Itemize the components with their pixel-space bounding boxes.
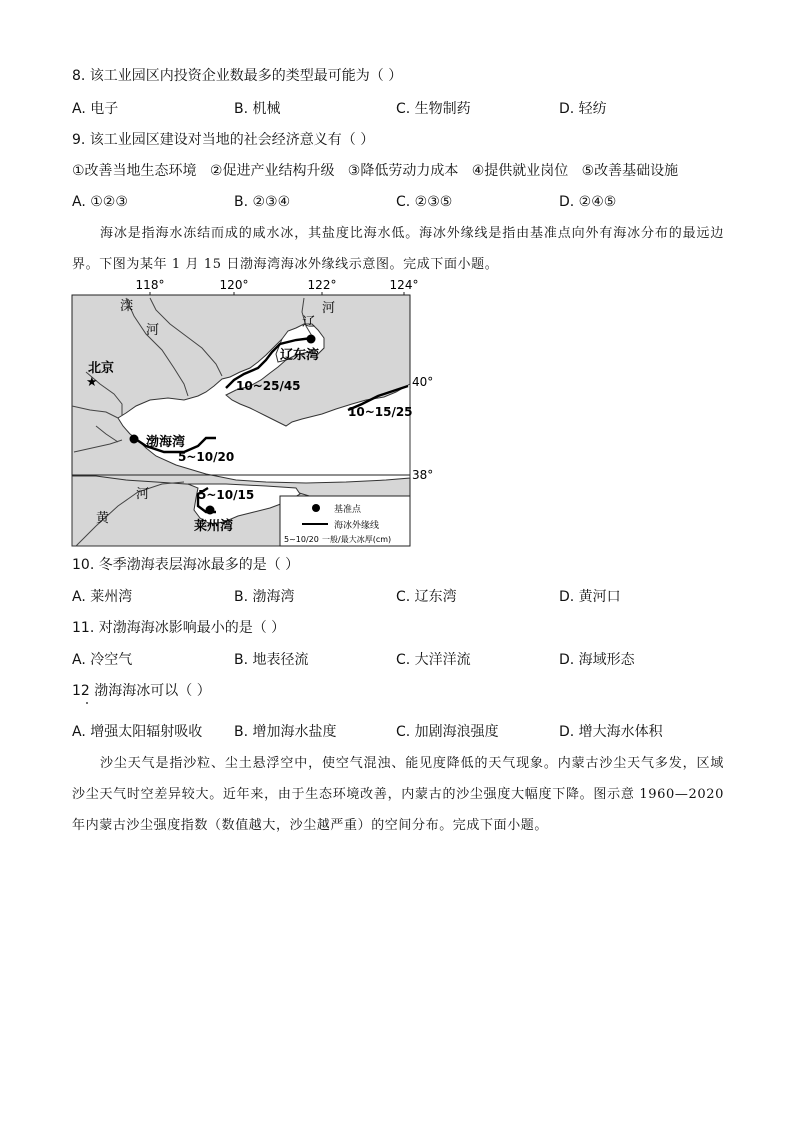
label-beijing: 北京 bbox=[88, 361, 115, 376]
q8-option-d: D. 轻纺 bbox=[559, 101, 607, 117]
legend-point-icon bbox=[312, 504, 320, 512]
q11-stem: 11. 对渤海海冰影响最小的是（ ） bbox=[72, 620, 286, 636]
q9-option-a: A. ①②③ bbox=[72, 194, 128, 210]
label-river-luan-1: 滦 bbox=[120, 299, 134, 314]
dust-weather-passage: 沙尘天气是指沙粒、尘土悬浮空中，使空气混浊、能见度降低的天气现象。内蒙古沙尘天气多发，区域沙尘天气时空差异较大。近年来，由于生态环境改善，内蒙古的沙尘强度大幅度下降。图示意 1960—2020 年内蒙古沙尘强度指数（数值越大，沙尘越严重）的空间分布。完成下面小题。 bbox=[72, 756, 724, 833]
q10-option-d: D. 黄河口 bbox=[559, 589, 621, 605]
q9-option-b: B. ②③④ bbox=[234, 194, 291, 210]
q10-option-c: C. 辽东湾 bbox=[396, 589, 457, 605]
label-river-huang-2: 河 bbox=[136, 487, 150, 502]
reference-point-bohai bbox=[130, 435, 139, 444]
reference-point-liaodong bbox=[307, 335, 316, 344]
label-river-liao-1: 辽 bbox=[302, 315, 316, 330]
q9-option-d: D. ②④⑤ bbox=[559, 194, 617, 210]
q12-option-c: C. 加剧海浪强度 bbox=[396, 724, 499, 740]
label-river-liao-2: 河 bbox=[322, 301, 336, 316]
q11-option-b: B. 地表径流 bbox=[234, 652, 309, 668]
label-liaodong-bay: 辽东湾 bbox=[280, 348, 320, 363]
lat-label-40: 40° bbox=[412, 375, 434, 389]
q8-option-c: C. 生物制药 bbox=[396, 101, 471, 117]
ice-thickness-east: 10~15/25 bbox=[348, 405, 413, 419]
ice-thickness-liaodong: 10~25/45 bbox=[236, 379, 301, 393]
q9-items: ①改善当地生态环境 ②促进产业结构升级 ③降低劳动力成本 ④提供就业岗位 ⑤改善基础设施 bbox=[72, 163, 679, 179]
q11-option-d: D. 海域形态 bbox=[559, 652, 635, 668]
legend-thickness-sample: 5~10/20 bbox=[284, 535, 319, 544]
label-laizhou-bay: 莱州湾 bbox=[194, 519, 234, 534]
q8-option-a: A. 电子 bbox=[72, 101, 119, 117]
ice-thickness-bohai: 5~10/20 bbox=[178, 450, 235, 464]
lon-label-118: 118° bbox=[135, 278, 165, 292]
lat-label-38: 38° bbox=[412, 468, 434, 482]
lon-label-120: 120° bbox=[219, 278, 249, 292]
legend-point-label: 基准点 bbox=[334, 505, 362, 515]
q12-stem: 12 渤海海冰可以（ ） bbox=[72, 683, 211, 699]
ice-thickness-laizhou: 5~10/15 bbox=[198, 488, 255, 502]
q8-option-b: B. 机械 bbox=[234, 101, 281, 117]
stray-mark bbox=[86, 702, 88, 704]
q9-option-c: C. ②③⑤ bbox=[396, 194, 453, 210]
q12-option-a: A. 增强太阳辐射吸收 bbox=[72, 724, 203, 740]
label-river-huang-1: 黄 bbox=[96, 511, 110, 526]
q10-option-b: B. 渤海湾 bbox=[234, 589, 295, 605]
q10-option-a: A. 莱州湾 bbox=[72, 589, 133, 605]
sea-ice-passage: 海冰是指海水冻结而成的咸水冰，其盐度比海水低。海冰外缘线是指由基准点向外有海冰分布的最远边界。下图为某年 1 月 15 日渤海湾海冰外缘线示意图。完成下面小题。 bbox=[72, 226, 724, 272]
q11-option-a: A. 冷空气 bbox=[72, 652, 133, 668]
q10-stem: 10. 冬季渤海表层海冰最多的是（ ） bbox=[72, 557, 300, 573]
q11-option-c: C. 大洋洋流 bbox=[396, 652, 471, 668]
beijing-star-icon: ★ bbox=[86, 375, 98, 390]
q9-stem: 9. 该工业园区建设对当地的社会经济意义有（ ） bbox=[72, 132, 375, 148]
q8-stem: 8. 该工业园区内投资企业数最多的类型最可能为（ ） bbox=[72, 68, 403, 84]
lon-label-124: 124° bbox=[389, 278, 419, 292]
legend-thickness-desc: 一般/最大冰厚(cm) bbox=[322, 535, 392, 544]
label-river-luan-2: 河 bbox=[146, 323, 160, 338]
label-bohai-bay: 渤海湾 bbox=[146, 435, 186, 450]
reference-point-laizhou bbox=[206, 506, 215, 515]
bohai-sea-ice-map bbox=[66, 276, 434, 550]
lon-label-122: 122° bbox=[307, 278, 337, 292]
legend-line-label: 海冰外缘线 bbox=[334, 521, 380, 531]
q12-option-d: D. 增大海水体积 bbox=[559, 724, 663, 740]
q12-option-b: B. 增加海水盐度 bbox=[234, 724, 337, 740]
